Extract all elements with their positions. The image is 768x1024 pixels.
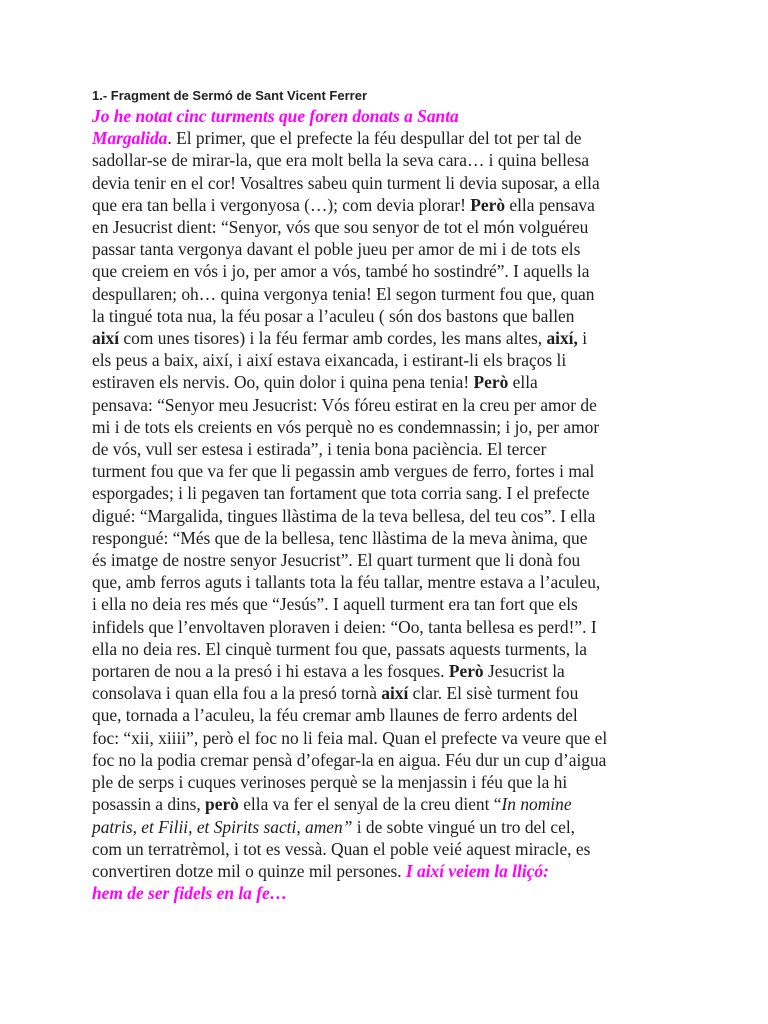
text-run: que era tan bella i vergonyosa (…); com devia plorar! (92, 194, 471, 215)
text-line (92, 749, 678, 771)
sermon-text (92, 105, 678, 904)
text-run: clar. El sisè turment fou (408, 683, 579, 704)
highlighted-text: Jo he notat cinc turments que foren donats a Santa (92, 106, 459, 126)
text-line (92, 593, 678, 615)
text-line (92, 327, 678, 349)
text-run: ella (508, 372, 538, 393)
text-line (92, 105, 678, 127)
text-line (92, 638, 678, 660)
bold-text: així (381, 683, 409, 704)
text-run: els peus a baix, així, i així estava eixancada, i estirant-li els braços li (92, 350, 567, 371)
text-run: pensava: “Senyor meu Jesucrist: Vós fóreu estirat en la creu per amor de (92, 394, 597, 415)
text-run: i ella no deia res més que “Jesús”. I aquell turment era tan fort que els (92, 594, 578, 615)
text-run: devia tenir en el cor! Vosaltres sabeu quin turment li devia suposar, a ella (92, 172, 600, 193)
text-run: despullaren; oh… quina vergonya tenia! El segon turment fou que, quan (92, 283, 595, 304)
text-run: i de sobte vingué un tro del cel, (352, 816, 576, 837)
text-run: foc no la podia cremar pensà d’ofegar-la en aigua. Féu dur un cup d’aigua (92, 749, 607, 770)
highlighted-text: hem de ser fidels en la fe… (92, 883, 288, 904)
text-line (92, 838, 678, 860)
text-run: la tingué tota nua, la féu posar a l’aculeu ( són dos bastons que ballen (92, 305, 575, 326)
text-line (92, 260, 678, 282)
bold-text: així, (546, 328, 578, 349)
text-run: que, amb ferros aguts i tallants tota la féu tallar, mentre estava a l’aculeu, (92, 572, 601, 593)
text-line (92, 194, 678, 216)
text-run: infidels que l’envoltaven ploraven i deien: “Oo, tanta bellesa es perd!”. I (92, 616, 597, 637)
text-run: Jesucrist la (483, 661, 565, 682)
text-line (92, 438, 678, 460)
text-run: ella pensava (505, 194, 595, 215)
text-run: estiraven els nervis. Oo, quin dolor i quina pena tenia! (92, 372, 474, 393)
text-line (92, 371, 678, 393)
text-run: que, tornada a l’aculeu, la féu cremar amb llaunes de ferro ardents del (92, 705, 578, 726)
text-run: de vós, vull ser estesa i estirada”, i tenia bona paciència. El tercer (92, 439, 547, 460)
text-line (92, 771, 678, 793)
text-run: . El primer, que el prefecte la féu despullar del tot per tal de (167, 128, 582, 149)
bold-text: Però (470, 194, 506, 215)
text-line (92, 660, 678, 682)
text-line (92, 505, 678, 527)
text-line (92, 127, 678, 149)
document-heading: 1.- Fragment de Sermó de Sant Vicent Ferrer (92, 88, 368, 103)
text-run: esporgades; i li pegaven tan fortament que tota corria sang. I el prefecte (92, 483, 590, 504)
text-line (92, 172, 678, 194)
text-run: consolava i quan ella fou a la presó tornà (92, 683, 382, 704)
text-run: convertiren dotze mil o quinze mil persones. (92, 860, 406, 881)
text-run: mi i de tots els creients en vós perquè no es condemnassin; i jo, per amor (92, 416, 600, 437)
text-line (92, 571, 678, 593)
text-run: com unes tisores) i la féu fermar amb cordes, les mans altes, (119, 328, 547, 349)
highlighted-text: I així veiem la lliçó: (405, 860, 549, 881)
text-line (92, 283, 678, 305)
italic-text: patris, et Filii, et Spirits sacti, amen” (92, 816, 353, 837)
text-run: turment fou que va fer que li pegassin amb vergues de ferro, fortes i mal (92, 461, 595, 482)
text-line (92, 482, 678, 504)
document-page (92, 87, 678, 904)
text-line (92, 616, 678, 638)
bold-text: Però (448, 661, 484, 682)
text-run: ella no deia res. El cinquè turment fou que, passats aquests turments, la (92, 638, 588, 659)
text-line (92, 727, 678, 749)
text-line (92, 149, 678, 171)
text-line (92, 704, 678, 726)
text-line (92, 305, 678, 327)
text-run: ella va fer el senyal de la creu dient “ (238, 794, 502, 815)
text-run: sadollar-se de mirar-la, que era molt bella la seva cara… i quina bellesa (92, 150, 590, 171)
text-line (92, 349, 678, 371)
italic-text: In nomine (501, 794, 572, 815)
text-run: i (577, 328, 588, 349)
text-line (92, 238, 678, 260)
text-run: posassin a dins, (92, 794, 206, 815)
text-line (92, 816, 678, 838)
bold-text: però (205, 794, 239, 815)
text-line (92, 394, 678, 416)
text-line (92, 793, 678, 815)
text-line (92, 860, 678, 882)
text-line (92, 460, 678, 482)
text-line (92, 682, 678, 704)
text-run: portaren de nou a la presó i hi estava a les fosques. (92, 661, 449, 682)
text-run: respongué: “Més que de la bellesa, tenc llàstima de la meva ànima, que (92, 527, 588, 548)
text-run: ple de serps i cuques verinoses perquè se la menjassin i féu que la hi (92, 772, 568, 793)
highlighted-text: Margalida (92, 128, 168, 149)
text-line (92, 416, 678, 438)
text-run: passar tanta vergonya davant el poble jueu per amor de mi i de tots els (92, 239, 581, 260)
text-line (92, 216, 678, 238)
text-line (92, 527, 678, 549)
bold-text: així (92, 328, 120, 349)
text-run: foc: “xii, xiiii”, però el foc no li feia mal. Quan el prefecte va veure que el (92, 727, 608, 748)
text-line (92, 549, 678, 571)
bold-text: Però (473, 372, 509, 393)
text-run: és imatge de nostre senyor Jesucrist”. El quart turment que li donà fou (92, 550, 581, 571)
text-run: en Jesucrist dient: “Senyor, vós que sou senyor de tot el món volguéreu (92, 217, 589, 238)
text-run: com un terratrèmol, i tot es vessà. Quan el poble veié aquest miracle, es (92, 838, 591, 859)
text-line (92, 882, 678, 904)
text-run: que creiem en vós i jo, per amor a vós, també ho sostindré”. I aquells la (92, 261, 590, 282)
text-run: digué: “Margalida, tingues llàstima de la teva bellesa, del teu cos”. I ella (92, 505, 596, 526)
